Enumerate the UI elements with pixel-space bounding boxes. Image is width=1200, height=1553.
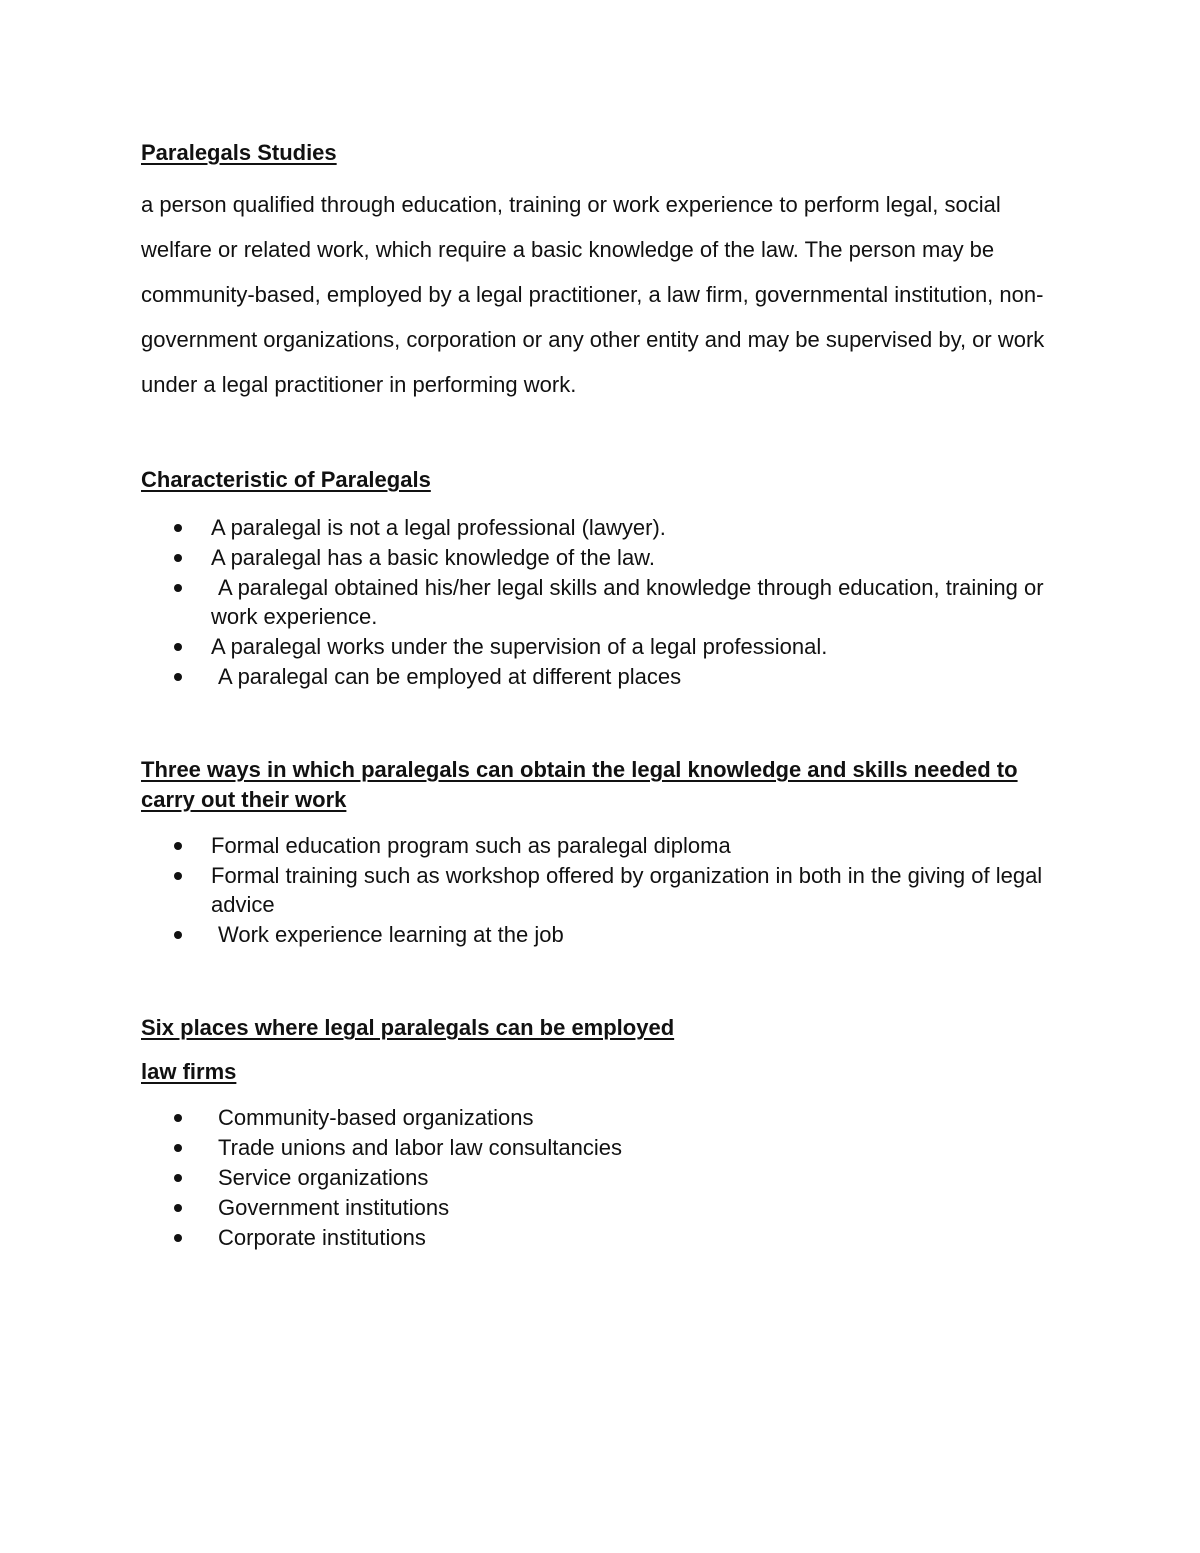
section-heading: Characteristic of Paralegals [141, 467, 431, 492]
list-item: Work experience learning at the job [141, 920, 1061, 949]
list-item: A paralegal works under the supervision of a legal professional. [141, 632, 1061, 661]
section-heading: Six places where legal paralegals can be employed [141, 1015, 675, 1040]
list-item: Government institutions [141, 1193, 1061, 1222]
bullet-icon [174, 584, 182, 592]
definition-paragraph: a person qualified through education, training or work experience to perform legal, social welfare or related work, which require a basic knowledge of the law. The person may be community-based, employed by a legal practitioner, a law firm, governmental institution, non-government organizations, corporation or any other entity and may be supervised by, or work under a legal practitioner in performing work. [141, 192, 1045, 397]
section-three-ways [141, 755, 1061, 949]
list-item: A paralegal has a basic knowledge of the law. [141, 543, 1061, 572]
bullet-icon [174, 931, 182, 939]
list-item: Corporate institutions [141, 1223, 1061, 1252]
section-six-places [141, 1013, 1061, 1252]
bullet-icon [174, 1204, 182, 1212]
section-characteristics [141, 465, 1061, 691]
list-item: Trade unions and labor law consultancies [141, 1133, 1061, 1162]
bullet-icon [174, 1144, 182, 1152]
bullet-icon [174, 1234, 182, 1242]
list-item: A paralegal is not a legal professional (lawyer). [141, 513, 1061, 542]
bullet-list [141, 831, 1061, 949]
bullet-icon [174, 524, 182, 532]
list-item: A paralegal obtained his/her legal skills and knowledge through education, training or work experience. [141, 573, 1061, 631]
list-item: Community-based organizations [141, 1103, 1061, 1132]
document-content [141, 138, 1061, 1253]
bullet-icon [174, 1174, 182, 1182]
list-item: A paralegal can be employed at different places [141, 662, 1061, 691]
section-subheading: law firms [141, 1059, 237, 1084]
list-item: Formal training such as workshop offered by organization in both in the giving of legal advice [141, 861, 1061, 919]
bullet-list [141, 513, 1061, 691]
bullet-list [141, 1103, 1061, 1252]
bullet-icon [174, 554, 182, 562]
section-paralegals-studies [141, 138, 1061, 407]
bullet-icon [174, 872, 182, 880]
bullet-icon [174, 842, 182, 850]
bullet-icon [174, 1114, 182, 1122]
bullet-icon [174, 643, 182, 651]
list-item: Service organizations [141, 1163, 1061, 1192]
section-heading: Paralegals Studies [141, 140, 337, 165]
bullet-icon [174, 673, 182, 681]
section-heading: Three ways in which paralegals can obtain the legal knowledge and skills needed to carry out their work [141, 757, 1018, 812]
list-item: Formal education program such as paralegal diploma [141, 831, 1061, 860]
